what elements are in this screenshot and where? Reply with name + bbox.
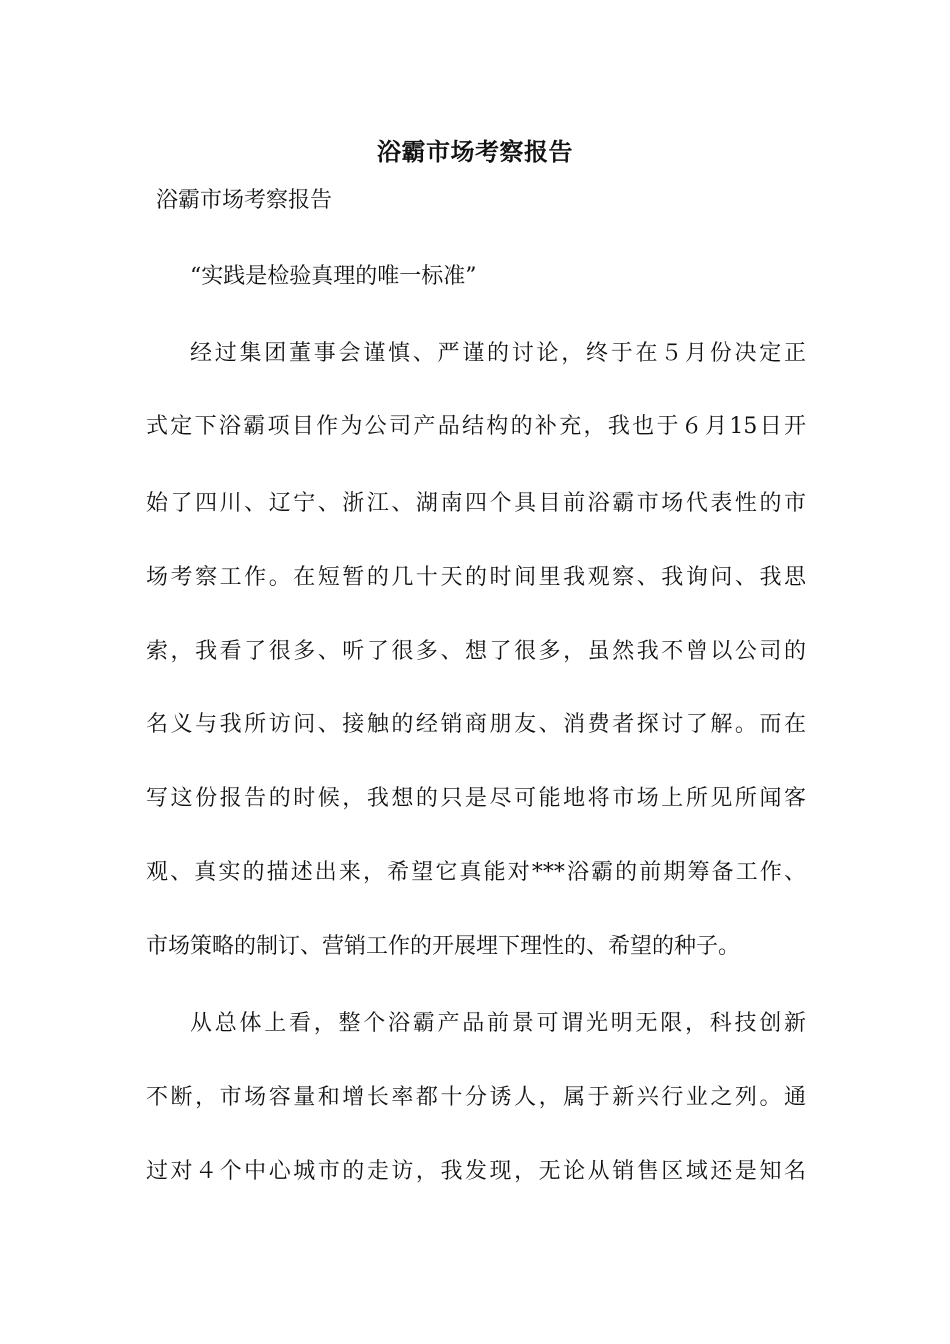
- document-title: 浴霸市场考察报告: [377, 137, 573, 166]
- paragraph-2-line-2: 不断，市场容量和增长率都十分诱人，属于新兴行业之列。通: [146, 1085, 806, 1110]
- paragraph-2-line-1: 从总体上看，整个浴霸产品前景可谓光明无限，科技创新: [190, 1011, 806, 1036]
- paragraph-1-line-4: 场考察工作。在短暂的几十天的时间里我观察、我询问、我思: [146, 565, 806, 590]
- paragraph-1-line-8: 观、真实的描述出来，希望它真能对***浴霸的前期筹备工作、: [146, 860, 806, 885]
- paragraph-1-line-1: 经过集团董事会谨慎、严谨的讨论，终于在５月份决定正: [190, 341, 806, 366]
- paragraph-1-line-5: 索，我看了很多、听了很多、想了很多，虽然我不曾以公司的: [146, 639, 806, 664]
- paragraph-1-line-9: 市场策略的制订、营销工作的开展埋下理性的、希望的种子。: [146, 934, 741, 959]
- paragraph-1-line-7: 写这份报告的时候，我想的只是尽可能地将市场上所见所闻客: [146, 786, 806, 811]
- quote-line: “实践是检验真理的唯一标准”: [190, 264, 477, 289]
- paragraph-1-line-2: 式定下浴霸项目作为公司产品结构的补充，我也于６月15日开: [146, 414, 806, 439]
- document-subtitle: 浴霸市场考察报告: [156, 188, 333, 213]
- paragraph-1-line-3: 始了四川、辽宁、浙江、湖南四个具目前浴霸市场代表性的市: [146, 491, 806, 516]
- paragraph-1-line-6: 名义与我所访问、接触的经销商朋友、消费者探讨了解。而在: [146, 712, 806, 737]
- paragraph-2-line-3: 过对４个中心城市的走访，我发现，无论从销售区域还是知名: [146, 1159, 806, 1184]
